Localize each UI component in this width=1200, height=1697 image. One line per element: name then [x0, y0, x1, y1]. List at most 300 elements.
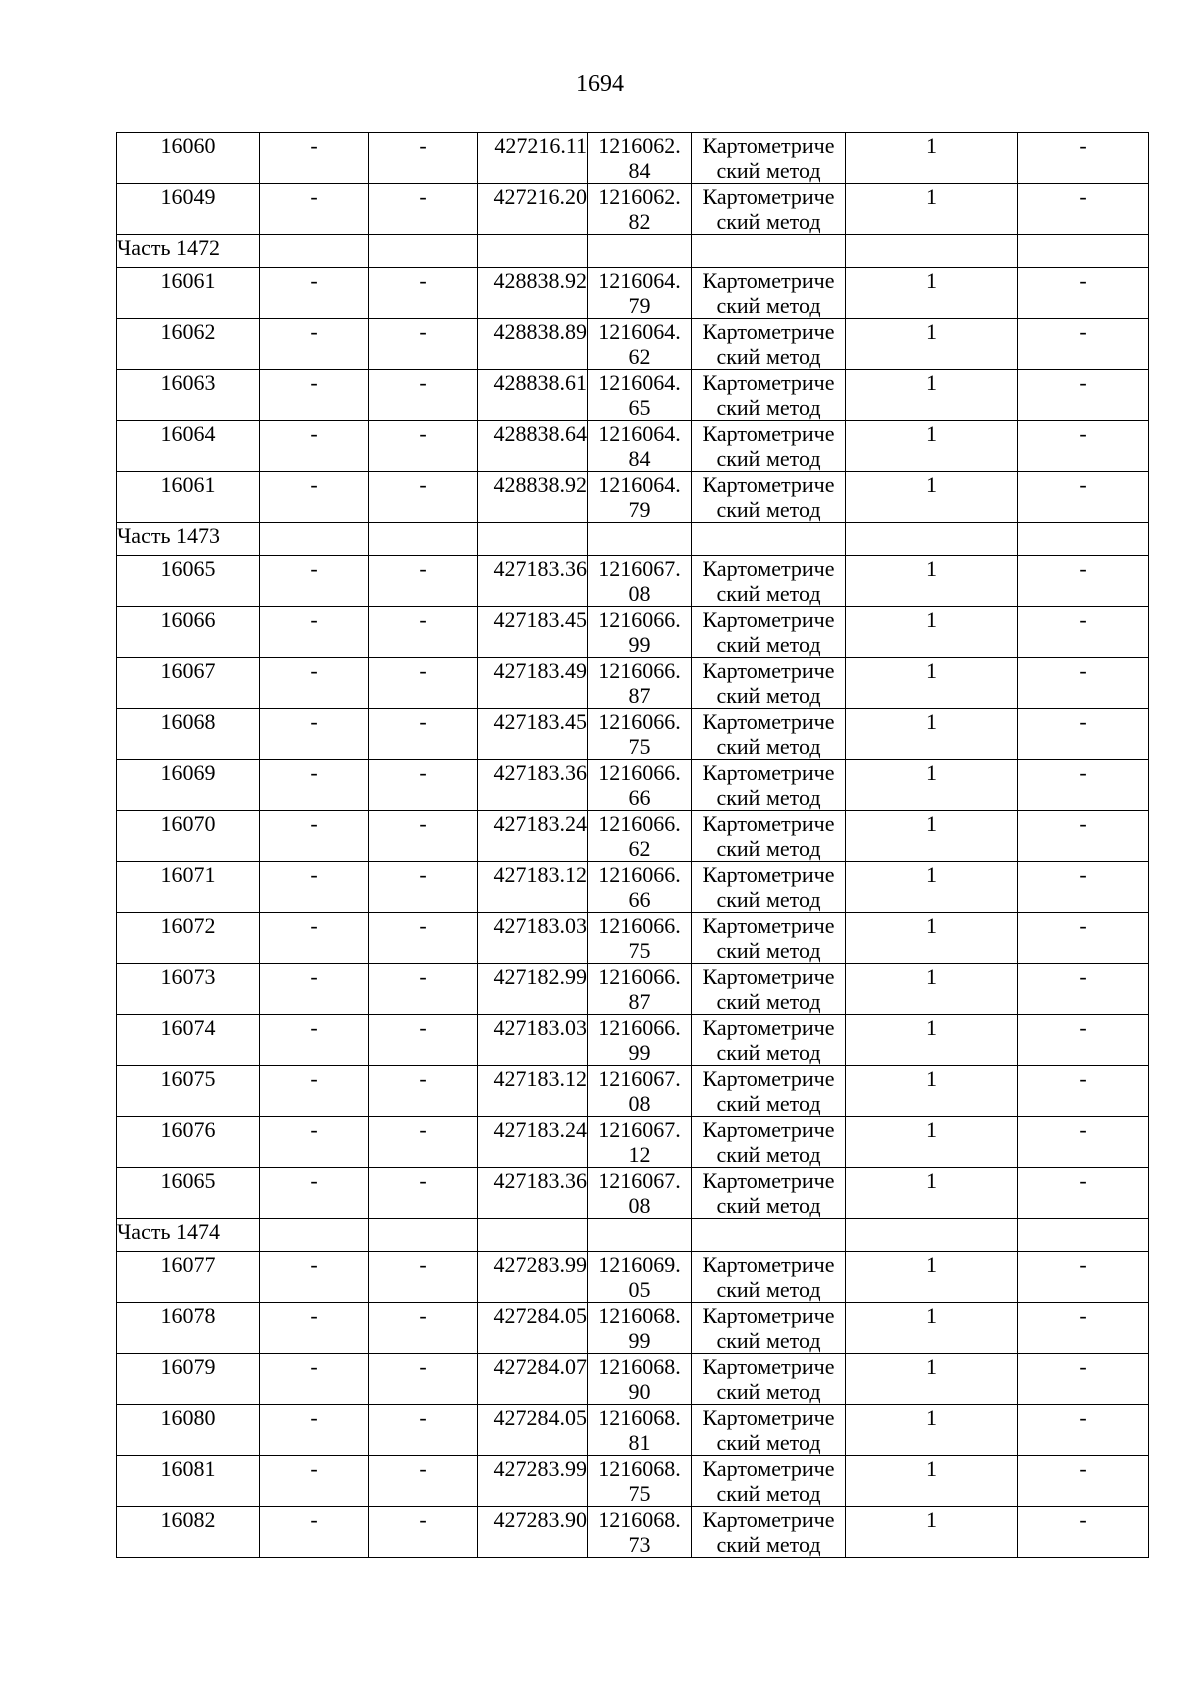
method-line-2: ский метод: [716, 989, 821, 1014]
y-coordinate-line-2: 99: [628, 632, 651, 657]
y-coordinate-line-1: 1216066.: [598, 760, 681, 785]
y-coordinate-cell: [588, 964, 692, 1015]
y-coordinate-line-2: 66: [628, 887, 651, 912]
y-coordinate-line-2: 75: [628, 938, 651, 963]
table-row: [117, 370, 1149, 421]
method-line-1: Картометриче: [702, 184, 835, 209]
dash-cell: -: [369, 319, 478, 370]
dash-cell: -: [260, 1066, 369, 1117]
y-coordinate-line-2: 75: [628, 1481, 651, 1506]
y-coordinate-line-2: 62: [628, 836, 651, 861]
section-label: Часть 1473: [117, 523, 260, 556]
x-coordinate-cell: 427183.03: [478, 913, 588, 964]
method-cell: [692, 133, 846, 184]
description-cell: -: [1018, 556, 1149, 607]
empty-cell: [260, 523, 369, 556]
x-coordinate-cell: 428838.61: [478, 370, 588, 421]
empty-cell: [369, 235, 478, 268]
y-coordinate-cell: [588, 556, 692, 607]
empty-cell: [588, 523, 692, 556]
method-line-2: ский метод: [716, 1481, 821, 1506]
x-coordinate-cell: 427183.24: [478, 1117, 588, 1168]
empty-cell: [846, 1219, 1018, 1252]
method-line-2: ский метод: [716, 209, 821, 234]
method-line-1: Картометриче: [702, 1168, 835, 1193]
empty-cell: [478, 1219, 588, 1252]
dash-cell: -: [369, 133, 478, 184]
point-number-cell: 16074: [117, 1015, 260, 1066]
dash-cell: -: [369, 1303, 478, 1354]
description-cell: -: [1018, 1354, 1149, 1405]
x-coordinate-cell: 427283.90: [478, 1507, 588, 1558]
y-coordinate-line-1: 1216064.: [598, 319, 681, 344]
description-cell: -: [1018, 184, 1149, 235]
dash-cell: -: [260, 1456, 369, 1507]
dash-cell: -: [260, 1117, 369, 1168]
y-coordinate-line-1: 1216066.: [598, 658, 681, 683]
description-cell: -: [1018, 1252, 1149, 1303]
empty-cell: [260, 235, 369, 268]
method-cell: [692, 811, 846, 862]
table-row: [117, 607, 1149, 658]
y-coordinate-line-1: 1216067.: [598, 1117, 681, 1142]
y-coordinate-line-1: 1216066.: [598, 862, 681, 887]
method-line-2: ский метод: [716, 293, 821, 318]
accuracy-cell: 1: [846, 133, 1018, 184]
dash-cell: -: [369, 268, 478, 319]
point-number-cell: 16068: [117, 709, 260, 760]
empty-cell: [369, 1219, 478, 1252]
method-cell: [692, 658, 846, 709]
y-coordinate-cell: [588, 472, 692, 523]
method-line-1: Картометриче: [702, 862, 835, 887]
method-line-1: Картометриче: [702, 709, 835, 734]
accuracy-cell: 1: [846, 319, 1018, 370]
method-cell: [692, 1303, 846, 1354]
method-cell: [692, 1168, 846, 1219]
point-number-cell: 16070: [117, 811, 260, 862]
y-coordinate-cell: [588, 862, 692, 913]
section-label: Часть 1472: [117, 235, 260, 268]
dash-cell: -: [260, 1252, 369, 1303]
method-line-1: Картометриче: [702, 1066, 835, 1091]
method-line-1: Картометриче: [702, 472, 835, 497]
description-cell: -: [1018, 709, 1149, 760]
point-number-cell: 16064: [117, 421, 260, 472]
y-coordinate-line-2: 08: [628, 1193, 651, 1218]
dash-cell: -: [260, 268, 369, 319]
dash-cell: -: [369, 1252, 478, 1303]
dash-cell: -: [369, 184, 478, 235]
dash-cell: -: [260, 658, 369, 709]
method-line-1: Картометриче: [702, 1405, 835, 1430]
dash-cell: -: [369, 658, 478, 709]
method-line-1: Картометриче: [702, 607, 835, 632]
x-coordinate-cell: 428838.92: [478, 472, 588, 523]
x-coordinate-cell: 427183.12: [478, 862, 588, 913]
dash-cell: -: [260, 1354, 369, 1405]
method-line-2: ский метод: [716, 887, 821, 912]
method-line-2: ский метод: [716, 632, 821, 657]
table-row: [117, 709, 1149, 760]
x-coordinate-cell: 427283.99: [478, 1456, 588, 1507]
y-coordinate-line-1: 1216067.: [598, 1066, 681, 1091]
accuracy-cell: 1: [846, 607, 1018, 658]
y-coordinate-cell: [588, 1117, 692, 1168]
description-cell: -: [1018, 319, 1149, 370]
method-line-1: Картометриче: [702, 319, 835, 344]
method-line-1: Картометриче: [702, 1456, 835, 1481]
y-coordinate-line-1: 1216062.: [598, 133, 681, 158]
method-line-1: Картометриче: [702, 1117, 835, 1142]
method-line-2: ский метод: [716, 497, 821, 522]
method-line-2: ский метод: [716, 344, 821, 369]
table-row: [117, 811, 1149, 862]
method-cell: [692, 1405, 846, 1456]
table-row: [117, 319, 1149, 370]
dash-cell: -: [260, 1303, 369, 1354]
method-cell: [692, 913, 846, 964]
method-line-1: Картометриче: [702, 964, 835, 989]
empty-cell: [692, 1219, 846, 1252]
empty-cell: [846, 235, 1018, 268]
y-coordinate-cell: [588, 268, 692, 319]
empty-cell: [692, 235, 846, 268]
method-cell: [692, 370, 846, 421]
y-coordinate-cell: [588, 1405, 692, 1456]
dash-cell: -: [369, 370, 478, 421]
coordinates-table: [116, 132, 1149, 1558]
y-coordinate-line-2: 84: [628, 158, 651, 183]
empty-cell: [1018, 523, 1149, 556]
y-coordinate-line-2: 66: [628, 785, 651, 810]
y-coordinate-cell: [588, 421, 692, 472]
method-cell: [692, 319, 846, 370]
dash-cell: -: [260, 760, 369, 811]
method-cell: [692, 709, 846, 760]
description-cell: -: [1018, 421, 1149, 472]
y-coordinate-line-1: 1216066.: [598, 964, 681, 989]
y-coordinate-cell: [588, 709, 692, 760]
table-row: [117, 1066, 1149, 1117]
empty-cell: [588, 1219, 692, 1252]
y-coordinate-line-2: 79: [628, 293, 651, 318]
table-body: [117, 133, 1149, 1558]
point-number-cell: 16072: [117, 913, 260, 964]
method-line-2: ский метод: [716, 158, 821, 183]
x-coordinate-cell: 427183.45: [478, 709, 588, 760]
table-row: [117, 1354, 1149, 1405]
table-row: [117, 1117, 1149, 1168]
dash-cell: -: [369, 421, 478, 472]
accuracy-cell: 1: [846, 1405, 1018, 1456]
point-number-cell: 16078: [117, 1303, 260, 1354]
x-coordinate-cell: 427183.36: [478, 760, 588, 811]
y-coordinate-cell: [588, 658, 692, 709]
method-line-2: ский метод: [716, 395, 821, 420]
accuracy-cell: 1: [846, 811, 1018, 862]
method-cell: [692, 1015, 846, 1066]
method-line-2: ский метод: [716, 446, 821, 471]
method-cell: [692, 1354, 846, 1405]
method-cell: [692, 556, 846, 607]
table-row: [117, 913, 1149, 964]
y-coordinate-line-1: 1216066.: [598, 1015, 681, 1040]
y-coordinate-cell: [588, 319, 692, 370]
description-cell: -: [1018, 862, 1149, 913]
point-number-cell: 16075: [117, 1066, 260, 1117]
y-coordinate-cell: [588, 1252, 692, 1303]
accuracy-cell: 1: [846, 658, 1018, 709]
y-coordinate-cell: [588, 1456, 692, 1507]
point-number-cell: 16065: [117, 1168, 260, 1219]
dash-cell: -: [260, 811, 369, 862]
point-number-cell: 16082: [117, 1507, 260, 1558]
point-number-cell: 16069: [117, 760, 260, 811]
description-cell: -: [1018, 1456, 1149, 1507]
method-line-2: ский метод: [716, 1532, 821, 1557]
point-number-cell: 16067: [117, 658, 260, 709]
description-cell: -: [1018, 1303, 1149, 1354]
y-coordinate-line-2: 99: [628, 1040, 651, 1065]
method-cell: [692, 1066, 846, 1117]
method-line-1: Картометриче: [702, 658, 835, 683]
method-line-2: ский метод: [716, 734, 821, 759]
method-line-2: ский метод: [716, 785, 821, 810]
y-coordinate-line-2: 99: [628, 1328, 651, 1353]
method-line-1: Картометриче: [702, 556, 835, 581]
table-row: [117, 1303, 1149, 1354]
dash-cell: -: [369, 811, 478, 862]
empty-cell: [478, 523, 588, 556]
x-coordinate-cell: 427183.24: [478, 811, 588, 862]
table-row: [117, 184, 1149, 235]
section-row: [117, 523, 1149, 556]
y-coordinate-line-2: 75: [628, 734, 651, 759]
accuracy-cell: 1: [846, 370, 1018, 421]
y-coordinate-line-1: 1216068.: [598, 1507, 681, 1532]
method-line-1: Картометриче: [702, 913, 835, 938]
method-line-1: Картометриче: [702, 1252, 835, 1277]
y-coordinate-cell: [588, 1066, 692, 1117]
dash-cell: -: [260, 556, 369, 607]
dash-cell: -: [369, 1507, 478, 1558]
method-cell: [692, 862, 846, 913]
method-line-1: Картометриче: [702, 133, 835, 158]
page-number: 1694: [576, 71, 624, 97]
point-number-cell: 16073: [117, 964, 260, 1015]
accuracy-cell: 1: [846, 1303, 1018, 1354]
y-coordinate-cell: [588, 811, 692, 862]
accuracy-cell: 1: [846, 1456, 1018, 1507]
x-coordinate-cell: 427284.05: [478, 1303, 588, 1354]
section-row: [117, 1219, 1149, 1252]
y-coordinate-cell: [588, 760, 692, 811]
y-coordinate-line-2: 65: [628, 395, 651, 420]
y-coordinate-line-2: 08: [628, 1091, 651, 1116]
empty-cell: [478, 235, 588, 268]
point-number-cell: 16079: [117, 1354, 260, 1405]
x-coordinate-cell: 427183.45: [478, 607, 588, 658]
accuracy-cell: 1: [846, 1252, 1018, 1303]
accuracy-cell: 1: [846, 268, 1018, 319]
y-coordinate-line-2: 90: [628, 1379, 651, 1404]
y-coordinate-line-2: 12: [628, 1142, 651, 1167]
x-coordinate-cell: 427216.20: [478, 184, 588, 235]
point-number-cell: 16065: [117, 556, 260, 607]
x-coordinate-cell: 427183.03: [478, 1015, 588, 1066]
description-cell: -: [1018, 1015, 1149, 1066]
accuracy-cell: 1: [846, 1507, 1018, 1558]
method-line-1: Картометриче: [702, 1303, 835, 1328]
method-line-2: ский метод: [716, 581, 821, 606]
method-line-2: ский метод: [716, 1142, 821, 1167]
y-coordinate-line-1: 1216062.: [598, 184, 681, 209]
x-coordinate-cell: 427183.12: [478, 1066, 588, 1117]
y-coordinate-cell: [588, 133, 692, 184]
empty-cell: [1018, 1219, 1149, 1252]
y-coordinate-line-1: 1216067.: [598, 556, 681, 581]
method-line-2: ский метод: [716, 683, 821, 708]
description-cell: -: [1018, 1117, 1149, 1168]
description-cell: -: [1018, 760, 1149, 811]
dash-cell: -: [260, 1015, 369, 1066]
description-cell: -: [1018, 1168, 1149, 1219]
y-coordinate-cell: [588, 370, 692, 421]
dash-cell: -: [369, 556, 478, 607]
description-cell: -: [1018, 472, 1149, 523]
dash-cell: -: [369, 913, 478, 964]
dash-cell: -: [369, 1015, 478, 1066]
y-coordinate-line-1: 1216066.: [598, 811, 681, 836]
dash-cell: -: [369, 709, 478, 760]
method-line-2: ский метод: [716, 1040, 821, 1065]
accuracy-cell: 1: [846, 184, 1018, 235]
y-coordinate-line-1: 1216064.: [598, 268, 681, 293]
method-line-2: ский метод: [716, 938, 821, 963]
dash-cell: -: [260, 709, 369, 760]
point-number-cell: 16080: [117, 1405, 260, 1456]
method-line-1: Картометриче: [702, 421, 835, 446]
accuracy-cell: 1: [846, 1168, 1018, 1219]
method-cell: [692, 760, 846, 811]
dash-cell: -: [260, 1168, 369, 1219]
dash-cell: -: [260, 1405, 369, 1456]
table-row: [117, 760, 1149, 811]
point-number-cell: 16081: [117, 1456, 260, 1507]
section-label: Часть 1474: [117, 1219, 260, 1252]
method-cell: [692, 1456, 846, 1507]
accuracy-cell: 1: [846, 421, 1018, 472]
y-coordinate-line-2: 62: [628, 344, 651, 369]
method-cell: [692, 964, 846, 1015]
accuracy-cell: 1: [846, 1015, 1018, 1066]
y-coordinate-cell: [588, 607, 692, 658]
table-row: [117, 1456, 1149, 1507]
point-number-cell: 16062: [117, 319, 260, 370]
accuracy-cell: 1: [846, 472, 1018, 523]
y-coordinate-cell: [588, 913, 692, 964]
table-row: [117, 862, 1149, 913]
x-coordinate-cell: 427183.36: [478, 556, 588, 607]
description-cell: -: [1018, 268, 1149, 319]
dash-cell: -: [369, 607, 478, 658]
point-number-cell: 16061: [117, 268, 260, 319]
y-coordinate-line-1: 1216067.: [598, 1168, 681, 1193]
dash-cell: -: [369, 1354, 478, 1405]
table-row: [117, 1405, 1149, 1456]
dash-cell: -: [260, 184, 369, 235]
dash-cell: -: [260, 1507, 369, 1558]
method-cell: [692, 607, 846, 658]
accuracy-cell: 1: [846, 760, 1018, 811]
y-coordinate-line-2: 84: [628, 446, 651, 471]
y-coordinate-cell: [588, 1354, 692, 1405]
accuracy-cell: 1: [846, 1354, 1018, 1405]
table-row: [117, 556, 1149, 607]
method-line-1: Картометриче: [702, 1354, 835, 1379]
accuracy-cell: 1: [846, 1117, 1018, 1168]
table-row: [117, 1015, 1149, 1066]
dash-cell: -: [369, 964, 478, 1015]
method-line-2: ский метод: [716, 1277, 821, 1302]
dash-cell: -: [260, 421, 369, 472]
x-coordinate-cell: 427283.99: [478, 1252, 588, 1303]
description-cell: -: [1018, 913, 1149, 964]
y-coordinate-line-1: 1216068.: [598, 1303, 681, 1328]
description-cell: -: [1018, 811, 1149, 862]
y-coordinate-line-2: 87: [628, 989, 651, 1014]
description-cell: -: [1018, 964, 1149, 1015]
method-line-2: ский метод: [716, 1379, 821, 1404]
y-coordinate-line-2: 79: [628, 497, 651, 522]
point-number-cell: 16049: [117, 184, 260, 235]
dash-cell: -: [369, 1456, 478, 1507]
dash-cell: -: [369, 760, 478, 811]
empty-cell: [260, 1219, 369, 1252]
y-coordinate-line-1: 1216066.: [598, 913, 681, 938]
description-cell: -: [1018, 1066, 1149, 1117]
dash-cell: -: [260, 862, 369, 913]
y-coordinate-line-1: 1216064.: [598, 370, 681, 395]
section-row: [117, 235, 1149, 268]
method-line-2: ский метод: [716, 1091, 821, 1116]
description-cell: -: [1018, 370, 1149, 421]
table-row: [117, 268, 1149, 319]
y-coordinate-line-2: 08: [628, 581, 651, 606]
method-cell: [692, 1252, 846, 1303]
accuracy-cell: 1: [846, 913, 1018, 964]
dash-cell: -: [260, 472, 369, 523]
dash-cell: -: [369, 1117, 478, 1168]
method-line-1: Картометриче: [702, 1015, 835, 1040]
y-coordinate-cell: [588, 1507, 692, 1558]
point-number-cell: 16060: [117, 133, 260, 184]
method-cell: [692, 184, 846, 235]
method-line-1: Картометриче: [702, 760, 835, 785]
point-number-cell: 16061: [117, 472, 260, 523]
y-coordinate-line-1: 1216069.: [598, 1252, 681, 1277]
y-coordinate-line-1: 1216064.: [598, 472, 681, 497]
y-coordinate-cell: [588, 184, 692, 235]
x-coordinate-cell: 427284.07: [478, 1354, 588, 1405]
point-number-cell: 16063: [117, 370, 260, 421]
x-coordinate-cell: 428838.92: [478, 268, 588, 319]
y-coordinate-line-1: 1216066.: [598, 607, 681, 632]
table-row: [117, 658, 1149, 709]
description-cell: -: [1018, 607, 1149, 658]
table-row: [117, 1507, 1149, 1558]
